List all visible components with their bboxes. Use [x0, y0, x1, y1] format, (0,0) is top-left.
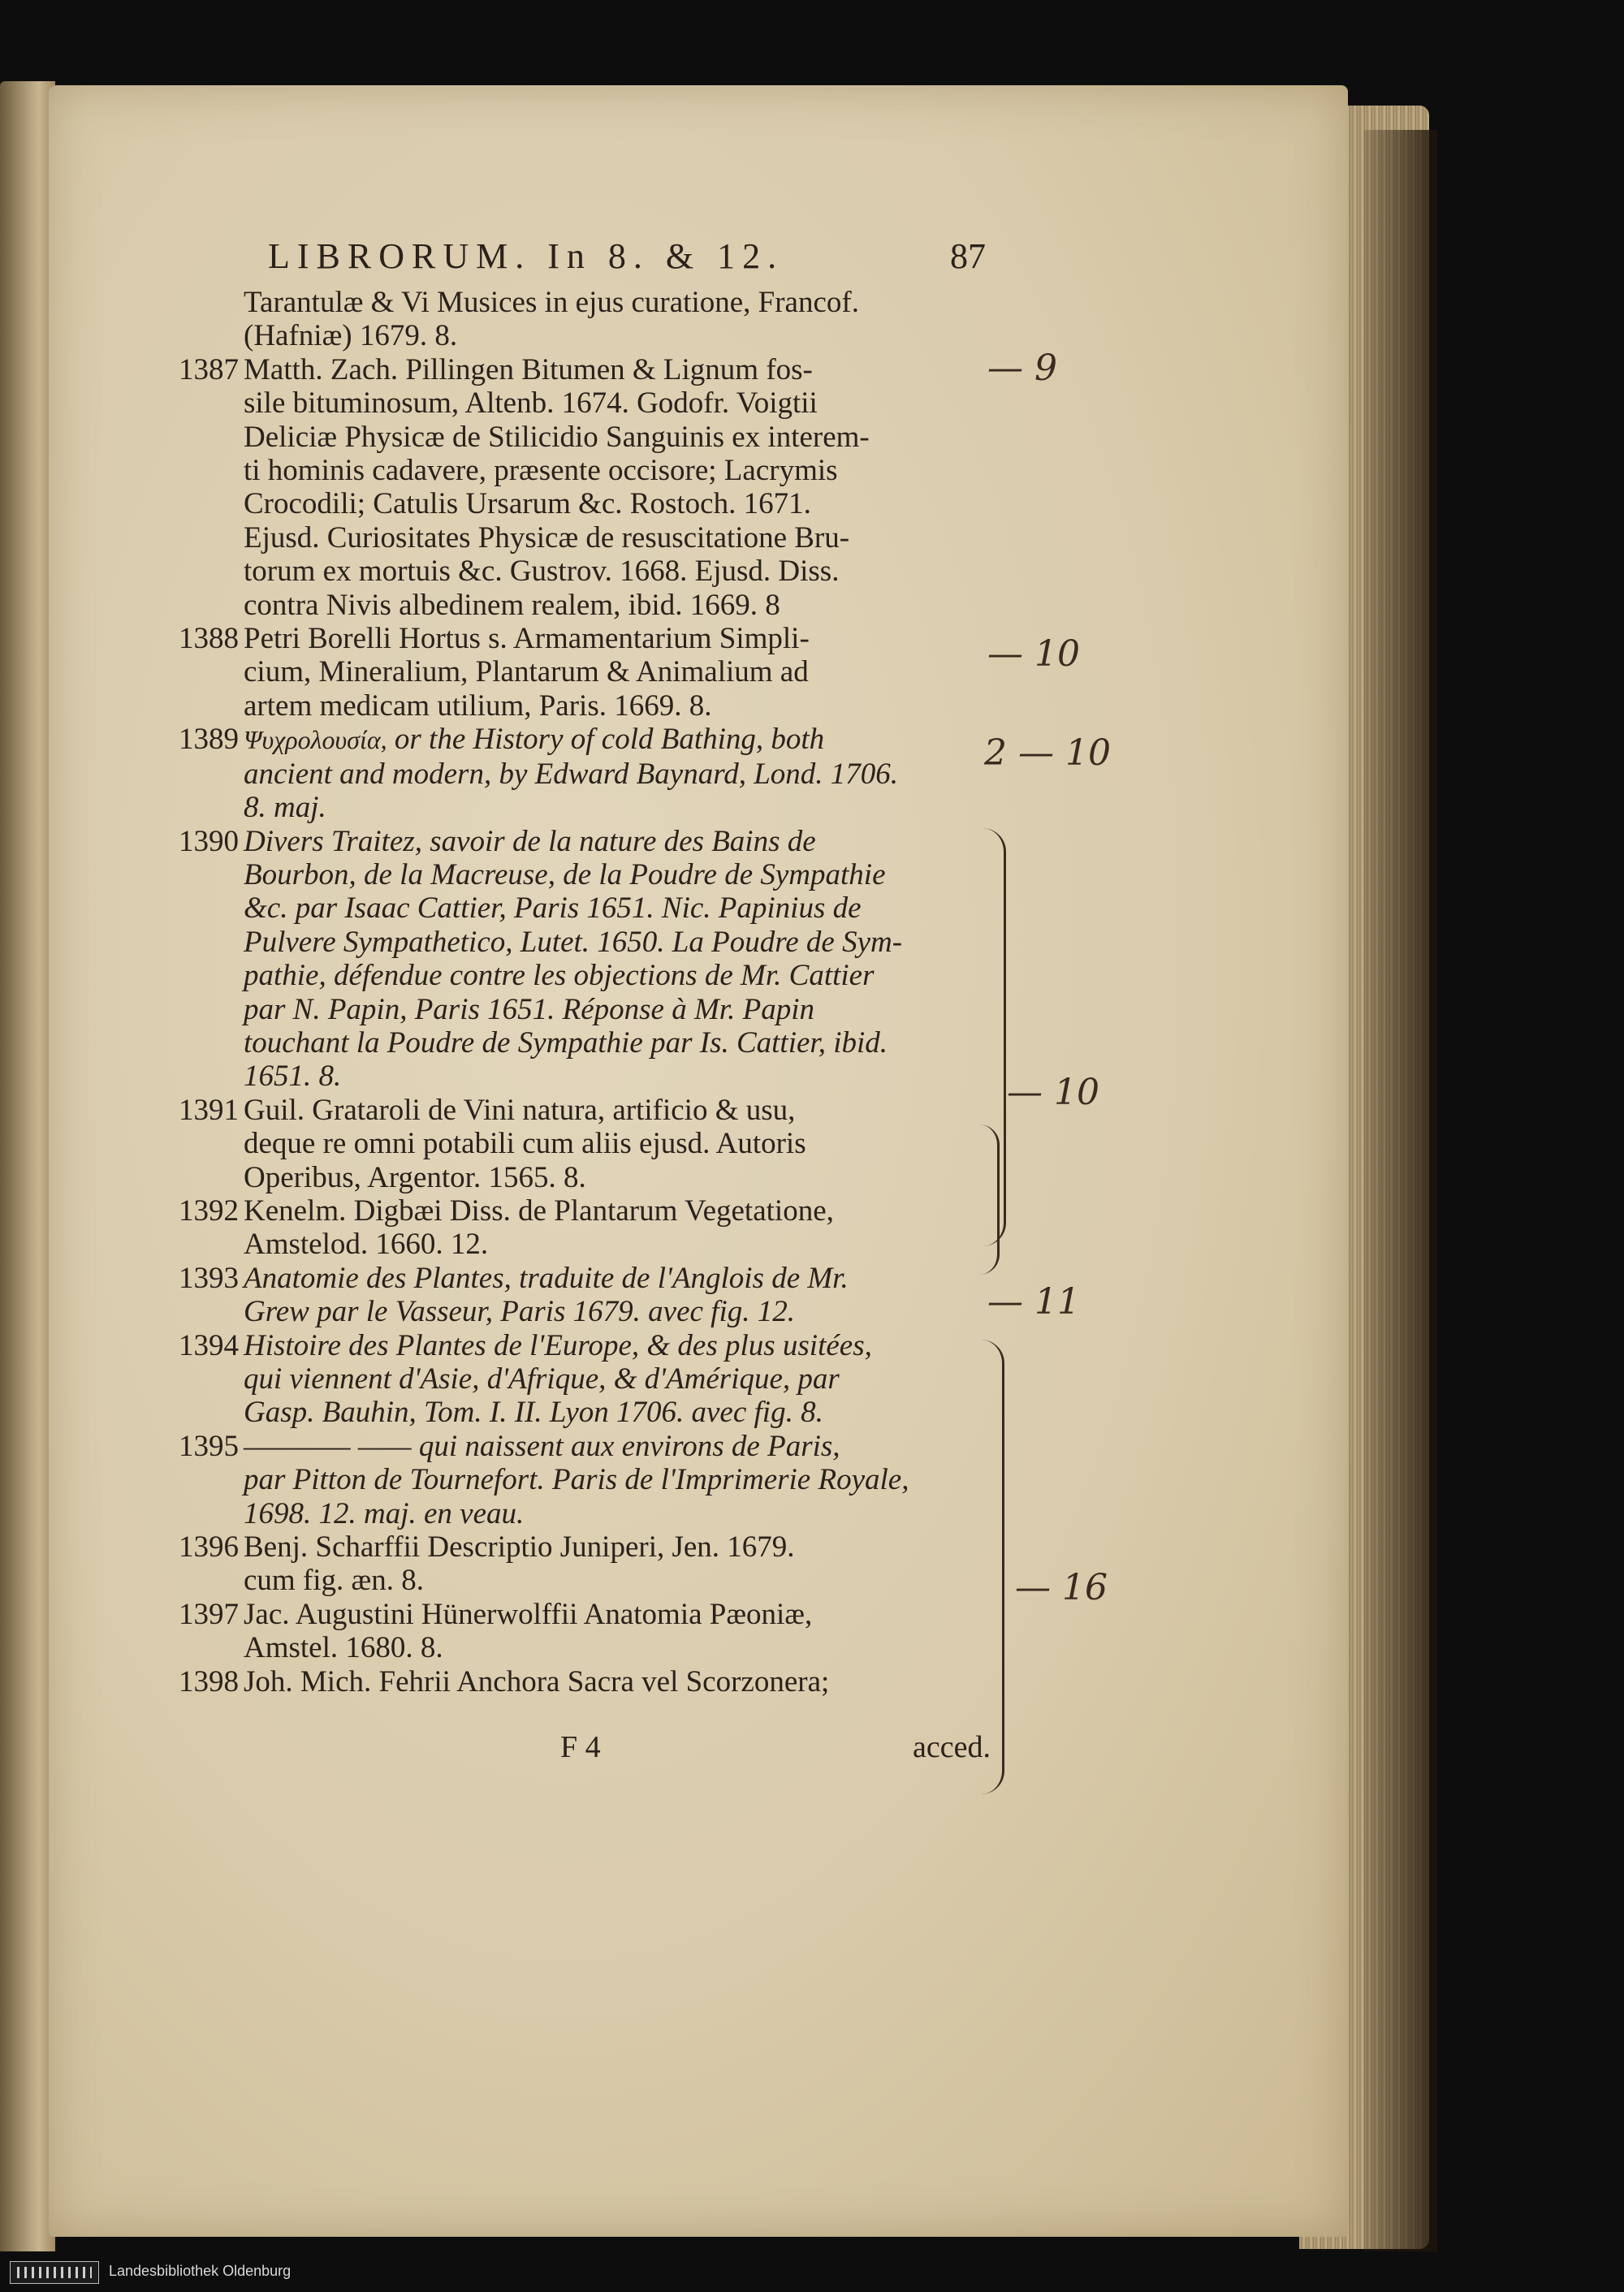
entry-number: 1395 — [179, 1429, 239, 1463]
entry-line: deque re omni potabili cum aliis ejusd. Autoris — [244, 1127, 806, 1161]
library-building-icon — [10, 2261, 99, 2284]
entry-line: ti hominis cadavere, præsente occisore; Lacrymis — [244, 454, 838, 488]
signature-mark: F 4 — [560, 1730, 601, 1764]
entry-line: ———— —— qui naissent aux environs de Paris, — [244, 1429, 840, 1463]
entry-line: Tarantulæ & Vi Musices in ejus curatione, Francof. — [244, 286, 859, 319]
catalog-entry-1390 — [179, 825, 991, 1094]
catalog-entry-1391 — [179, 1094, 991, 1194]
entry-line: cum fig. æn. 8. — [244, 1564, 424, 1598]
entry-line: Anatomie des Plantes, traduite de l'Anglois de Mr. — [244, 1261, 849, 1295]
entry-number: 1391 — [179, 1093, 239, 1127]
entry-line: Matth. Zach. Pillingen Bitumen & Lignum fos- — [244, 352, 813, 386]
library-name: Landesbibliothek Oldenburg — [109, 2263, 292, 2279]
catalog-entry-1395 — [179, 1430, 991, 1530]
entry-line: contra Nivis albedinem realem, ibid. 1669. 8 — [244, 588, 780, 622]
catalog-entry-continuation — [179, 286, 991, 353]
entry-line: Crocodili; Catulis Ursarum &c. Rostoch. 1671. — [244, 487, 811, 521]
entry-number: 1394 — [179, 1328, 239, 1362]
entry-line: 1651. 8. — [244, 1060, 342, 1094]
page-footer — [244, 1729, 991, 1767]
entry-line: Gasp. Bauhin, Tom. I. II. Lyon 1706. avec fig. 8. — [244, 1396, 823, 1430]
margin-price-note: 2 — 10 — [984, 732, 1111, 774]
catalog-entry-1388 — [179, 622, 991, 723]
margin-price-note: — 9 — [987, 347, 1057, 389]
page-number: 87 — [950, 236, 986, 276]
catchword: acced. — [913, 1730, 991, 1764]
entry-number: 1392 — [179, 1193, 239, 1228]
margin-price-note: — 10 — [1007, 1072, 1099, 1113]
entry-number: 1397 — [179, 1597, 239, 1631]
ink-bracket-mark — [981, 1340, 1004, 1794]
catalog-entry-1387 — [179, 353, 991, 622]
entry-line: touchant la Poudre de Sympathie par Is. Cattier, ibid. — [244, 1025, 888, 1060]
entry-line: Joh. Mich. Fehrii Anchora Sacra vel Scorzonera; — [244, 1664, 830, 1698]
entry-number: 1393 — [179, 1261, 239, 1295]
catalog-entry-1393 — [179, 1262, 991, 1329]
entry-line: Benj. Scharffii Descriptio Juniperi, Jen. 1679. — [244, 1530, 795, 1565]
entry-number: 1390 — [179, 824, 239, 858]
catalog-text — [179, 286, 991, 1698]
catalog-entry-1397 — [179, 1598, 991, 1665]
entry-line: (Hafniæ) 1679. 8. — [244, 319, 458, 353]
book-fore-shadow — [1364, 130, 1437, 2257]
entry-line: Ejusd. Curiositates Physicæ de resuscitatione Bru- — [244, 520, 850, 555]
catalog-entry-1396 — [179, 1530, 991, 1598]
entry-line: Petri Borelli Hortus s. Armamentarium Simpli- — [244, 622, 810, 656]
margin-price-note: — 11 — [987, 1281, 1080, 1323]
ink-bracket-mark — [979, 1124, 1000, 1275]
catalog-entry-1398 — [179, 1665, 991, 1698]
entry-line: Histoire des Plantes de l'Europe, & des plus usitées, — [244, 1328, 872, 1362]
entry-line: Guil. Grataroli de Vini natura, artificio & usu, — [244, 1093, 796, 1127]
entry-line: Pulvere Sympathetico, Lutet. 1650. La Poudre de Sym- — [244, 925, 903, 959]
entry-line: qui viennent d'Asie, d'Afrique, & d'Amérique, par — [244, 1362, 840, 1396]
margin-price-note: — 10 — [987, 633, 1080, 675]
entry-line: Operibus, Argentor. 1565. 8. — [244, 1160, 586, 1194]
entry-line: ancient and modern, by Edward Baynard, Lond. 1706. — [244, 757, 899, 791]
entry-line: sile bituminosum, Altenb. 1674. Godofr. Voigtii — [244, 386, 818, 421]
entry-line: Grew par le Vasseur, Paris 1679. avec fig. 12. — [244, 1295, 795, 1329]
entry-line: 8. maj. — [244, 791, 326, 825]
entry-line: torum ex mortuis &c. Gustrov. 1668. Ejusd. Diss. — [244, 555, 840, 589]
entry-line: Jac. Augustini Hünerwolffii Anatomia Pæoniæ, — [244, 1597, 813, 1631]
entry-number: 1396 — [179, 1530, 239, 1565]
entry-line: 1698. 12. maj. en veau. — [244, 1496, 525, 1530]
running-head — [268, 235, 999, 276]
entry-line: par N. Papin, Paris 1651. Réponse à Mr. Papin — [244, 992, 814, 1026]
catalog-entry-1394 — [179, 1329, 991, 1430]
entry-line: par Pitton de Tournefort. Paris de l'Imprimerie Royale, — [244, 1463, 909, 1497]
entry-line: Bourbon, de la Macreuse, de la Poudre de Sympathie — [244, 857, 886, 891]
entry-number: 1388 — [179, 622, 239, 656]
greek-title: Ψυχρολουσία, — [244, 725, 387, 755]
entry-line: Deliciæ Physicæ de Stilicidio Sanguinis ex interem- — [244, 420, 870, 454]
catalog-entry-1392 — [179, 1194, 991, 1262]
entry-line: Kenelm. Digbæi Diss. de Plantarum Vegetatione, — [244, 1193, 834, 1228]
entry-line: cium, Mineralium, Plantarum & Animalium ad — [244, 655, 809, 689]
library-footer-bar — [0, 2251, 1624, 2292]
entry-number: 1398 — [179, 1664, 239, 1698]
entry-line: Divers Traitez, savoir de la nature des Bains de — [244, 824, 816, 858]
entry-line: or the History of cold Bathing, both — [387, 723, 825, 757]
entry-line: Amstelod. 1660. 12. — [244, 1228, 489, 1262]
entry-line: Amstel. 1680. 8. — [244, 1631, 443, 1665]
running-head-title: LIBRORUM. In 8. & 12. — [268, 236, 784, 276]
book-left-edge — [0, 81, 55, 2265]
entry-number: 1389 — [179, 723, 239, 757]
entry-line: pathie, défendue contre les objections de Mr. Cattier — [244, 959, 875, 993]
margin-price-note: — 16 — [1015, 1567, 1108, 1608]
catalog-entry-1389 — [179, 723, 991, 824]
entry-line: artem medicam utilium, Paris. 1669. 8. — [244, 688, 712, 723]
entry-line: &c. par Isaac Cattier, Paris 1651. Nic. Papinius de — [244, 891, 862, 926]
entry-number: 1387 — [179, 352, 239, 386]
